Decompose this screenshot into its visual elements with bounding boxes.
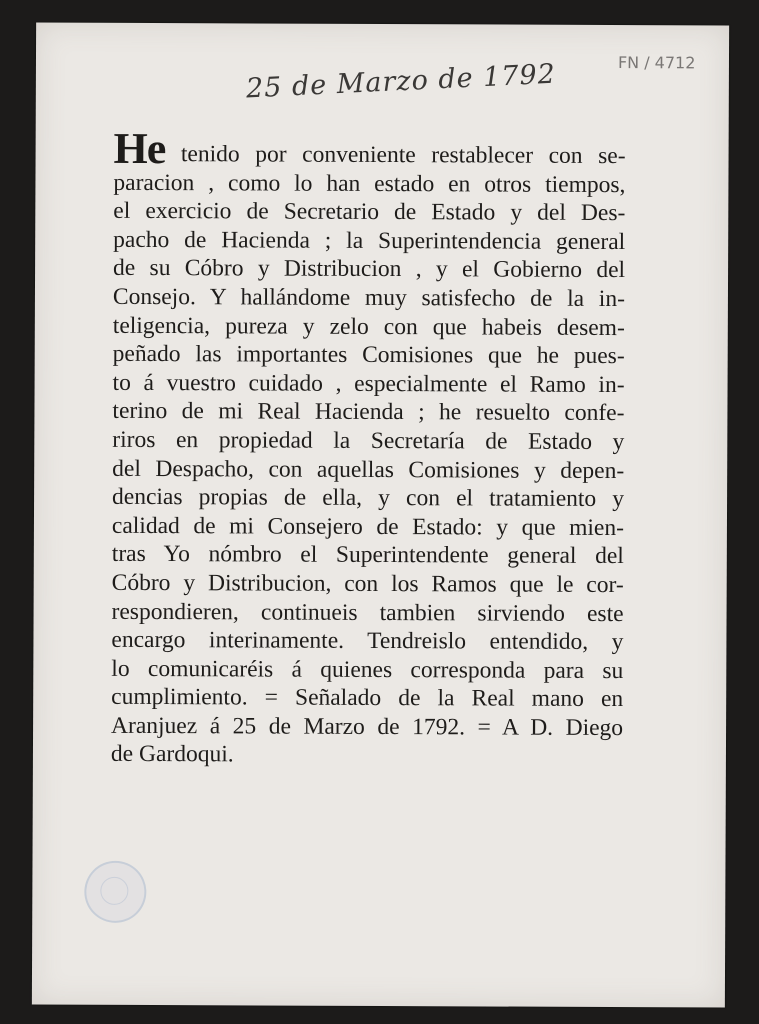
text-line-6: Consejo. Y hallándome muy satisfecho de la in-	[112, 283, 626, 313]
library-stamp-inner-ring	[100, 877, 128, 905]
royal-decree-text	[110, 123, 626, 771]
text-line-9: to á vuestro cuidado , especialmente el Ramo in-	[112, 369, 625, 398]
text-line-5: de su Cóbro y Distribucion , y el Gobierno del	[113, 255, 626, 284]
library-stamp	[84, 861, 146, 923]
document-page	[32, 22, 729, 1007]
catalog-number: FN / 4712	[617, 53, 696, 73]
text-line-11: riros en propiedad la Secretaría de Estado y	[112, 426, 625, 456]
text-line-18: encargo interinamente. Tendreislo entendido, y	[111, 626, 624, 656]
text-line-12: del Despacho, con aquellas Comisiones y depen-	[112, 455, 625, 484]
text-line-17: respondieren, continueis tambien sirviendo este	[111, 598, 624, 627]
text-line-14: calidad de mi Consejero de Estado: y que mien-	[111, 512, 625, 541]
text-line-22: de Gardoqui.	[110, 741, 234, 768]
text-line-13: dencias propias de ella, y con el tratamiento y	[112, 483, 625, 513]
text-line-4: pacho de Hacienda ; la Superintendencia general	[113, 226, 626, 255]
text-line-8: peñado las importantes Comisiones que he pues-	[112, 340, 625, 370]
drop-cap: He	[113, 123, 166, 174]
text-line-2: paracion , como lo han estado en otros tiempos,	[113, 169, 626, 198]
text-line-1	[113, 123, 626, 174]
text-line-20: cumplimiento. = Señalado de la Real mano en	[111, 684, 624, 713]
handwritten-date: 25 de Marzo de 1792	[245, 58, 557, 105]
text-line-3: el exercicio de Secretario de Estado y del Des-	[113, 198, 626, 227]
text-line-10: terino de mi Real Hacienda ; he resuelto confe-	[112, 398, 625, 427]
text-line-7: teligencia, pureza y zelo con que habeis desem-	[112, 312, 625, 341]
text-line-15: tras Yo nómbro el Superintendente general del	[111, 541, 624, 570]
text-line-1-rest: tenido por conveniente restablecer con se-	[165, 141, 626, 170]
text-line-19: lo comunicaréis á quienes corresponda para su	[111, 655, 624, 684]
text-line-21: Aranjuez á 25 de Marzo de 1792. = A D. Diego	[111, 712, 624, 741]
text-line-16: Cóbro y Distribucion, con los Ramos que le cor-	[111, 569, 624, 598]
